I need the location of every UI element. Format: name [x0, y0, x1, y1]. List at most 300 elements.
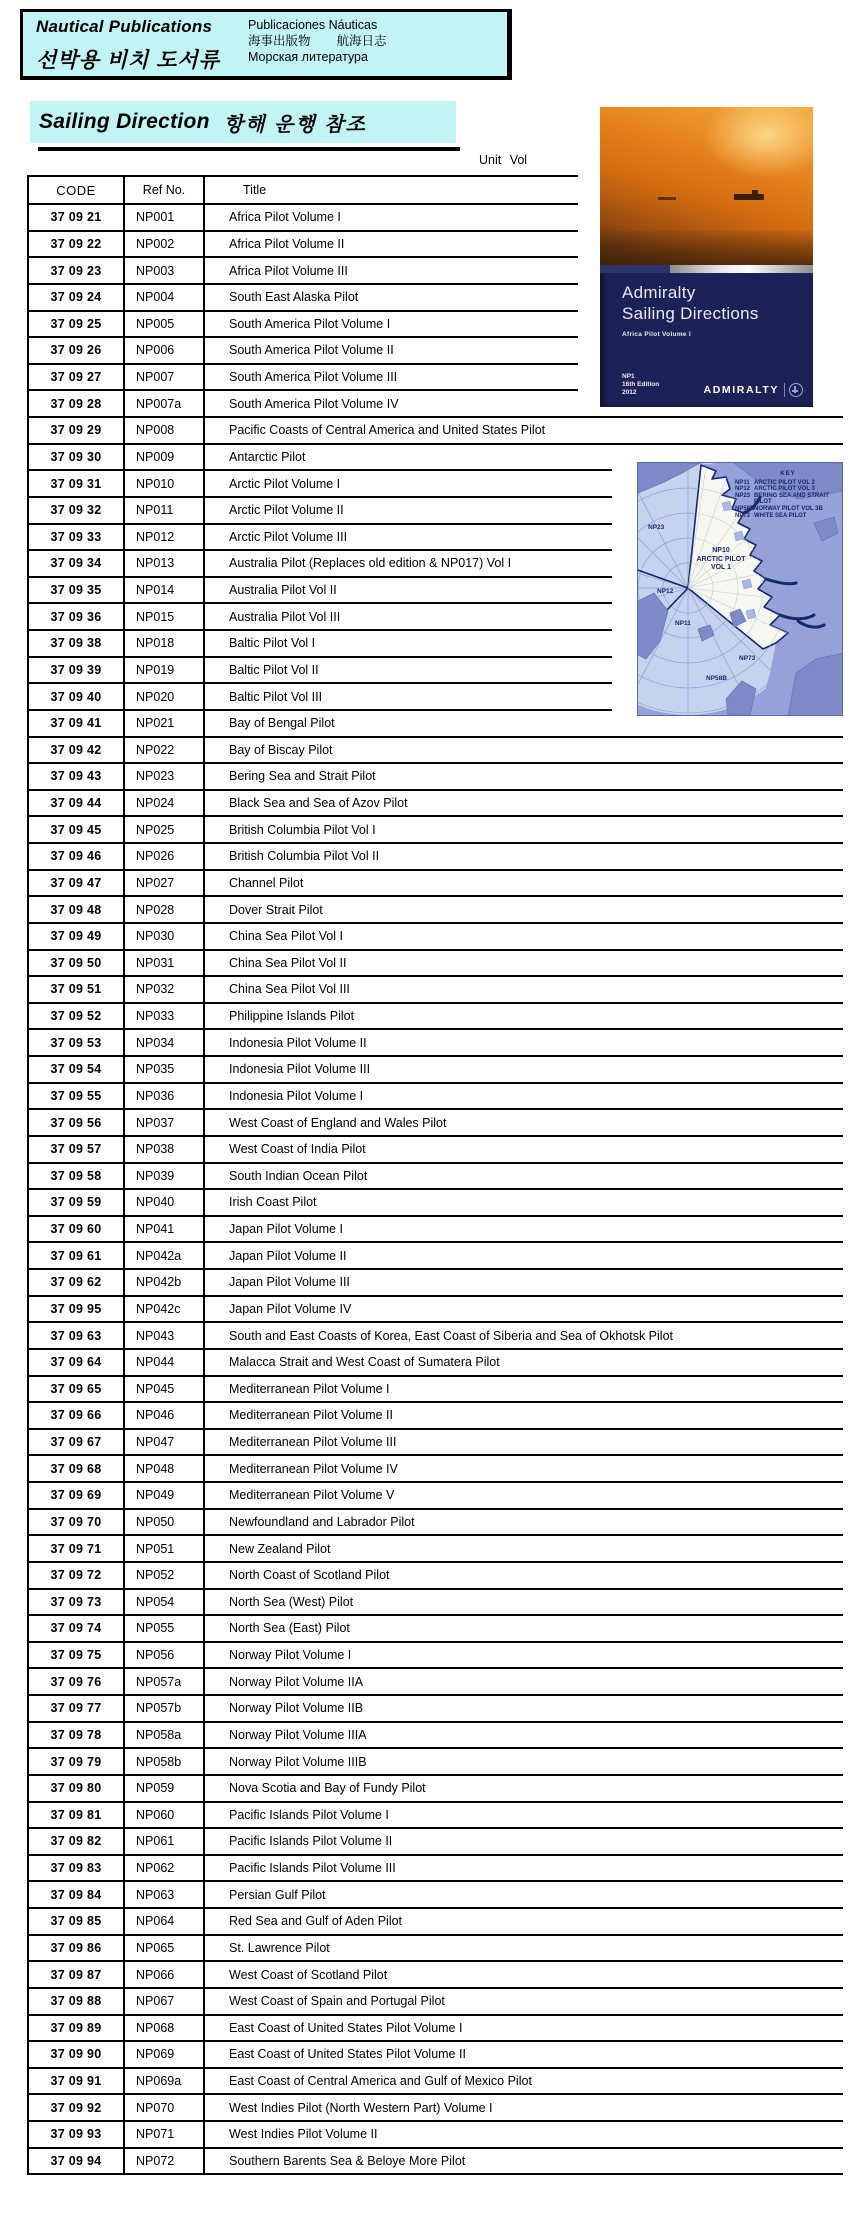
table-row: [27, 2149, 843, 2176]
table-row: [27, 525, 612, 552]
code-cell: 37 09 68: [50, 1461, 102, 1476]
map-region-label: NP58B: [706, 675, 727, 682]
code-cell: 37 09 78: [50, 1727, 102, 1742]
code-cell: 37 09 22: [50, 236, 102, 251]
small-ship-silhouette: [658, 197, 676, 200]
code-cell: 37 09 33: [50, 529, 102, 544]
title-cell: Newfoundland and Labrador Pilot: [203, 1510, 843, 1535]
admiralty-brand: [704, 383, 803, 397]
ref-no-cell: NP064: [123, 1909, 203, 1934]
table-row: [27, 285, 578, 312]
table-row: [27, 1803, 843, 1830]
map-key-entry: [735, 493, 841, 506]
title-cell: West Coast of Spain and Portugal Pilot: [203, 1989, 843, 2014]
section-title-english: Sailing Direction: [39, 110, 210, 133]
ref-no-cell: NP042b: [123, 1270, 203, 1295]
nautical-publications-header: [20, 9, 512, 80]
map-key-label: NORWAY PILOT VOL 3B: [754, 505, 823, 512]
code-cell: 37 09 88: [50, 1994, 102, 2009]
ref-no-cell: NP061: [123, 1829, 203, 1854]
table-row: [27, 338, 578, 365]
map-center-label-line: VOL 1: [710, 564, 732, 571]
title-cell: Arctic Pilot Volume II: [203, 498, 612, 523]
code-cell: 37 09 44: [50, 796, 102, 811]
ref-no-cell: NP049: [123, 1483, 203, 1508]
map-key-label: BERING SEA AND STRAIT PILOT: [754, 492, 829, 506]
code-cell: 37 09 49: [50, 929, 102, 944]
table-row: [27, 498, 612, 525]
table-row: [27, 1776, 843, 1803]
title-cell: Pacific Islands Pilot Volume III: [203, 1856, 843, 1881]
ref-no-cell: NP044: [123, 1350, 203, 1375]
column-header-ref: Ref No.: [123, 177, 203, 203]
code-cell: 37 09 56: [50, 1115, 102, 1130]
table-row: [27, 977, 843, 1004]
ref-no-cell: NP057a: [123, 1669, 203, 1694]
map-region-label: NP12: [657, 588, 674, 595]
ref-no-cell: NP066: [123, 1962, 203, 1987]
table-row: [27, 1403, 843, 1430]
ref-no-cell: NP025: [123, 817, 203, 842]
code-cell: 37 09 64: [50, 1355, 102, 1370]
map-key-entry: [735, 506, 841, 513]
map-key: [735, 471, 841, 519]
map-key-entry: [735, 480, 841, 487]
code-cell: 37 09 73: [50, 1594, 102, 1609]
title-cell: Pacific Islands Pilot Volume I: [203, 1803, 843, 1828]
ref-no-cell: NP059: [123, 1776, 203, 1801]
table-row: [27, 1962, 843, 1989]
table-row: [27, 471, 612, 498]
title-cell: Norway Pilot Volume I: [203, 1643, 843, 1668]
code-cell: 37 09 28: [50, 396, 102, 411]
ref-no-cell: NP052: [123, 1563, 203, 1588]
ref-no-cell: NP065: [123, 1936, 203, 1961]
code-cell: 37 09 75: [50, 1648, 102, 1663]
table-row: [27, 2016, 843, 2043]
title-cell: British Columbia Pilot Vol II: [203, 844, 843, 869]
table-row: [27, 1616, 843, 1643]
ref-no-cell: NP009: [123, 445, 203, 470]
code-cell: 37 09 50: [50, 955, 102, 970]
header-title-japanese: 航海日志: [336, 34, 387, 48]
table-row: [27, 1829, 843, 1856]
table-row: [27, 1110, 843, 1137]
table-row: [27, 445, 612, 472]
header-title-spanish: Publicaciones Náuticas: [248, 18, 378, 32]
title-cell: Baltic Pilot Vol I: [203, 631, 612, 656]
title-cell: Norway Pilot Volume IIA: [203, 1669, 843, 1694]
table-row: [27, 312, 578, 339]
code-cell: 37 09 94: [50, 2153, 102, 2168]
table-row: [27, 1377, 843, 1404]
title-cell: Southern Barents Sea & Beloye More Pilot: [203, 2149, 843, 2174]
table-row: [27, 1004, 843, 1031]
title-cell: East Coast of United States Pilot Volume II: [203, 2042, 843, 2067]
table-row: [27, 924, 843, 951]
brand-divider: [784, 383, 785, 397]
table-row: [27, 205, 578, 232]
title-cell: Australia Pilot (Replaces old edition & NP017) Vol I: [203, 551, 612, 576]
code-cell: 37 09 47: [50, 875, 102, 890]
title-cell: North Sea (East) Pilot: [203, 1616, 843, 1641]
title-cell: Bay of Bengal Pilot: [203, 711, 843, 736]
table-row: [27, 844, 843, 871]
table-row: [27, 1669, 843, 1696]
code-cell: 37 09 42: [50, 742, 102, 757]
ref-no-cell: NP035: [123, 1057, 203, 1082]
ref-no-cell: NP024: [123, 791, 203, 816]
code-cell: 37 09 89: [50, 2020, 102, 2035]
table-row: [27, 817, 843, 844]
ref-no-cell: NP038: [123, 1137, 203, 1162]
cover-sunset-photo: [600, 107, 813, 265]
title-cell: Pacific Islands Pilot Volume II: [203, 1829, 843, 1854]
ref-no-cell: NP047: [123, 1430, 203, 1455]
table-row: [27, 365, 578, 392]
ref-no-cell: NP051: [123, 1536, 203, 1561]
table-row: [27, 1217, 843, 1244]
map-region-label: NP73: [739, 655, 756, 662]
title-cell: Baltic Pilot Vol II: [203, 658, 612, 683]
code-cell: 37 09 55: [50, 1088, 102, 1103]
ref-no-cell: NP056: [123, 1643, 203, 1668]
table-row: [27, 604, 612, 631]
sailing-directions-book-cover: [600, 107, 813, 407]
map-key-code: NP23: [735, 492, 751, 499]
title-cell: Channel Pilot: [203, 871, 843, 896]
title-cell: Persian Gulf Pilot: [203, 1882, 843, 1907]
ref-no-cell: NP068: [123, 2016, 203, 2041]
title-cell: Norway Pilot Volume IIB: [203, 1696, 843, 1721]
code-cell: 37 09 66: [50, 1408, 102, 1423]
map-region-label: NP11: [675, 620, 691, 627]
ref-no-cell: NP003: [123, 258, 203, 283]
code-cell: 37 09 67: [50, 1435, 102, 1450]
title-cell: Japan Pilot Volume IV: [203, 1297, 843, 1322]
title-cell: Norway Pilot Volume IIIA: [203, 1723, 843, 1748]
ref-no-cell: NP014: [123, 578, 203, 603]
code-cell: 37 09 53: [50, 1035, 102, 1050]
ref-no-cell: NP040: [123, 1190, 203, 1215]
title-cell: New Zealand Pilot: [203, 1536, 843, 1561]
code-cell: 37 09 72: [50, 1568, 102, 1583]
title-cell: Mediterranean Pilot Volume III: [203, 1430, 843, 1455]
ref-no-cell: NP037: [123, 1110, 203, 1135]
title-cell: Japan Pilot Volume II: [203, 1243, 843, 1268]
ref-no-cell: NP013: [123, 551, 203, 576]
code-cell: 37 09 24: [50, 290, 102, 305]
table-row: [27, 1749, 843, 1776]
table-row: [27, 738, 843, 765]
title-cell: St. Lawrence Pilot: [203, 1936, 843, 1961]
table-row: [27, 1057, 843, 1084]
title-cell: Arctic Pilot Volume I: [203, 471, 612, 496]
header-title-cjk: [248, 33, 413, 49]
title-cell: Pacific Coasts of Central America and United States Pilot: [203, 418, 843, 443]
code-cell: 37 09 54: [50, 1062, 102, 1077]
title-cell: Africa Pilot Volume I: [203, 205, 578, 230]
title-cell: Australia Pilot Vol II: [203, 578, 612, 603]
cover-divider-band: [600, 265, 813, 273]
table-row: [27, 1989, 843, 2016]
code-cell: 37 09 36: [50, 609, 102, 624]
cover-band-navy: [600, 265, 670, 273]
title-cell: Indonesia Pilot Volume III: [203, 1057, 843, 1082]
table-row: [27, 871, 843, 898]
code-cell: 37 09 48: [50, 902, 102, 917]
code-cell: 37 09 59: [50, 1195, 102, 1210]
title-cell: China Sea Pilot Vol I: [203, 924, 843, 949]
title-cell: Nova Scotia and Bay of Fundy Pilot: [203, 1776, 843, 1801]
code-cell: 37 09 86: [50, 1940, 102, 1955]
ref-no-cell: NP063: [123, 1882, 203, 1907]
cover-series-line1: Admiralty: [622, 283, 696, 302]
ref-no-cell: NP055: [123, 1616, 203, 1641]
cover-edition-number: 16th Edition: [622, 381, 660, 388]
title-cell: Africa Pilot Volume II: [203, 232, 578, 257]
table-row: [27, 1856, 843, 1883]
table-row: [27, 1723, 843, 1750]
ref-no-cell: NP039: [123, 1164, 203, 1189]
ref-no-cell: NP069a: [123, 2069, 203, 2094]
ref-no-cell: NP007: [123, 365, 203, 390]
cover-edition-block: [622, 373, 659, 397]
code-cell: 37 09 95: [50, 1301, 102, 1316]
title-cell: Australia Pilot Vol III: [203, 604, 612, 629]
table-row: [27, 1164, 843, 1191]
ref-no-cell: NP060: [123, 1803, 203, 1828]
title-cell: Black Sea and Sea of Azov Pilot: [203, 791, 843, 816]
code-cell: 37 09 21: [50, 210, 102, 225]
table-row: [27, 1323, 843, 1350]
ref-no-cell: NP026: [123, 844, 203, 869]
code-cell: 37 09 35: [50, 583, 102, 598]
code-cell: 37 09 46: [50, 849, 102, 864]
title-cell: Philippine Islands Pilot: [203, 1004, 843, 1029]
title-cell: North Coast of Scotland Pilot: [203, 1563, 843, 1588]
code-cell: 37 09 61: [50, 1248, 102, 1263]
title-cell: South America Pilot Volume III: [203, 365, 578, 390]
title-cell: South Indian Ocean Pilot: [203, 1164, 843, 1189]
map-key-label: WHITE SEA PILOT: [754, 512, 807, 519]
map-key-entry: [735, 486, 841, 493]
code-cell: 37 09 60: [50, 1222, 102, 1237]
ref-no-cell: NP021: [123, 711, 203, 736]
map-key-code: NP58B: [735, 505, 755, 512]
ref-no-cell: NP031: [123, 951, 203, 976]
table-row: [27, 1563, 843, 1590]
table-row: [27, 1190, 843, 1217]
map-center-label: [688, 547, 754, 573]
ref-no-cell: NP058a: [123, 1723, 203, 1748]
cover-navy-panel: [600, 273, 813, 407]
table-row: [27, 1137, 843, 1164]
ref-no-cell: NP005: [123, 312, 203, 337]
title-cell: Mediterranean Pilot Volume V: [203, 1483, 843, 1508]
code-cell: 37 09 62: [50, 1275, 102, 1290]
table-row: [27, 1350, 843, 1377]
title-cell: Indonesia Pilot Volume I: [203, 1084, 843, 1109]
table-row: [27, 1882, 843, 1909]
ref-no-cell: NP046: [123, 1403, 203, 1428]
table-row: [27, 1270, 843, 1297]
cover-series-line2: Sailing Directions: [622, 304, 759, 323]
title-cell: West Coast of Scotland Pilot: [203, 1962, 843, 1987]
header-left-titles: [23, 12, 248, 76]
table-row: [27, 631, 612, 658]
map-region-label: NP23: [648, 524, 665, 531]
table-row: [27, 1909, 843, 1936]
ref-no-cell: NP010: [123, 471, 203, 496]
map-key-code: NP11: [735, 479, 750, 486]
code-cell: 37 09 25: [50, 316, 102, 331]
code-cell: 37 09 90: [50, 2047, 102, 2062]
title-cell: East Coast of United States Pilot Volume I: [203, 2016, 843, 2041]
map-key-label: ARCTIC PILOT VOL 3: [754, 486, 815, 493]
title-cell: Irish Coast Pilot: [203, 1190, 843, 1215]
table-row: [27, 658, 612, 685]
table-row: [27, 791, 843, 818]
code-cell: 37 09 82: [50, 1834, 102, 1849]
ref-no-cell: NP008: [123, 418, 203, 443]
title-cell: Mediterranean Pilot Volume I: [203, 1377, 843, 1402]
table-row: [27, 684, 612, 711]
header-title-english: Nautical Publications: [36, 17, 213, 36]
ref-no-cell: NP069: [123, 2042, 203, 2067]
title-cell: Africa Pilot Volume III: [203, 258, 578, 283]
title-cell: West Indies Pilot (North Western Part) Volume I: [203, 2095, 843, 2120]
table-row: [27, 2095, 843, 2122]
code-cell: 37 09 26: [50, 343, 102, 358]
table-row: [27, 1084, 843, 1111]
ref-no-cell: NP012: [123, 525, 203, 550]
title-cell: Bering Sea and Strait Pilot: [203, 764, 843, 789]
ref-no-cell: NP019: [123, 658, 203, 683]
title-cell: South East Alaska Pilot: [203, 285, 578, 310]
code-cell: 37 09 43: [50, 769, 102, 784]
ref-no-cell: NP004: [123, 285, 203, 310]
title-cell: Red Sea and Gulf of Aden Pilot: [203, 1909, 843, 1934]
title-cell: North Sea (West) Pilot: [203, 1590, 843, 1615]
section-title-korean: 항해 운행 참조: [223, 113, 367, 136]
table-row: [27, 1297, 843, 1324]
header-title-russian: Морская литература: [248, 50, 368, 64]
code-cell: 37 09 29: [50, 423, 102, 438]
ref-no-cell: NP042c: [123, 1297, 203, 1322]
ref-no-cell: NP045: [123, 1377, 203, 1402]
table-row: [27, 578, 612, 605]
ref-no-cell: NP002: [123, 232, 203, 257]
ref-no-cell: NP042a: [123, 1243, 203, 1268]
title-cell: Antarctic Pilot: [203, 445, 612, 470]
map-key-entries: [735, 480, 841, 520]
map-center-label-line: ARCTIC PILOT: [696, 555, 746, 563]
table-header-row: [27, 175, 578, 205]
code-cell: 37 09 31: [50, 476, 102, 491]
ref-no-cell: NP058b: [123, 1749, 203, 1774]
ref-no-cell: NP034: [123, 1030, 203, 1055]
map-key-code: NP73: [735, 512, 751, 519]
code-cell: 37 09 63: [50, 1328, 102, 1343]
table-row: [27, 2042, 843, 2069]
ref-no-cell: NP072: [123, 2149, 203, 2174]
code-cell: 37 09 41: [50, 716, 102, 731]
code-cell: 37 09 52: [50, 1009, 102, 1024]
code-cell: 37 09 74: [50, 1621, 102, 1636]
table-row: [27, 2069, 843, 2096]
section-title-band: [30, 101, 456, 143]
code-cell: 37 09 83: [50, 1861, 102, 1876]
table-row: [27, 1536, 843, 1563]
arctic-pilot-coverage-map: [637, 462, 843, 716]
title-cell: West Coast of India Pilot: [203, 1137, 843, 1162]
ref-no-cell: NP028: [123, 897, 203, 922]
ref-no-cell: NP041: [123, 1217, 203, 1242]
title-cell: Arctic Pilot Volume III: [203, 525, 612, 550]
code-cell: 37 09 70: [50, 1514, 102, 1529]
code-cell: 37 09 38: [50, 636, 102, 651]
column-header-code: CODE: [56, 182, 96, 198]
title-cell: Bay of Biscay Pilot: [203, 738, 843, 763]
ref-no-cell: NP067: [123, 1989, 203, 2014]
ref-no-cell: NP048: [123, 1456, 203, 1481]
code-cell: 37 09 34: [50, 556, 102, 571]
header-title-korean: 선박용 비치 도서류: [36, 49, 220, 72]
table-row: [27, 1483, 843, 1510]
title-cell: South America Pilot Volume IV: [203, 391, 843, 416]
title-cell: British Columbia Pilot Vol I: [203, 817, 843, 842]
code-cell: 37 09 58: [50, 1168, 102, 1183]
ref-no-cell: NP030: [123, 924, 203, 949]
table-row: [27, 1590, 843, 1617]
table-row: [27, 1030, 843, 1057]
code-cell: 37 09 32: [50, 503, 102, 518]
ref-no-cell: NP011: [123, 498, 203, 523]
ref-no-cell: NP032: [123, 977, 203, 1002]
table-row: [27, 418, 843, 445]
admiralty-brand-text: ADMIRALTY: [703, 384, 779, 396]
title-cell: South America Pilot Volume II: [203, 338, 578, 363]
sea-shading: [600, 231, 813, 265]
title-cell: Japan Pilot Volume III: [203, 1270, 843, 1295]
title-cell: Mediterranean Pilot Volume IV: [203, 1456, 843, 1481]
ref-no-cell: NP022: [123, 738, 203, 763]
code-cell: 37 09 40: [50, 689, 102, 704]
code-cell: 37 09 45: [50, 822, 102, 837]
table-row: [27, 1936, 843, 1963]
ref-no-cell: NP054: [123, 1590, 203, 1615]
title-cell: Malacca Strait and West Coast of Sumatera Pilot: [203, 1350, 843, 1375]
ref-no-cell: NP071: [123, 2122, 203, 2147]
ship-silhouette: [734, 194, 764, 200]
code-cell: 37 09 71: [50, 1541, 102, 1556]
ref-no-cell: NP007a: [123, 391, 203, 416]
code-cell: 37 09 69: [50, 1488, 102, 1503]
code-cell: 37 09 30: [50, 449, 102, 464]
title-cell: China Sea Pilot Vol III: [203, 977, 843, 1002]
title-cell: Indonesia Pilot Volume II: [203, 1030, 843, 1055]
code-cell: 37 09 51: [50, 982, 102, 997]
ref-no-cell: NP020: [123, 684, 203, 709]
table-row: [27, 258, 578, 285]
map-key-entry: [735, 513, 841, 520]
cover-edition-np: NP1: [622, 373, 635, 380]
ref-no-cell: NP006: [123, 338, 203, 363]
map-key-title: KEY: [780, 471, 796, 477]
table-row: [27, 1643, 843, 1670]
admiralty-anchor-logo-icon: [789, 383, 803, 397]
